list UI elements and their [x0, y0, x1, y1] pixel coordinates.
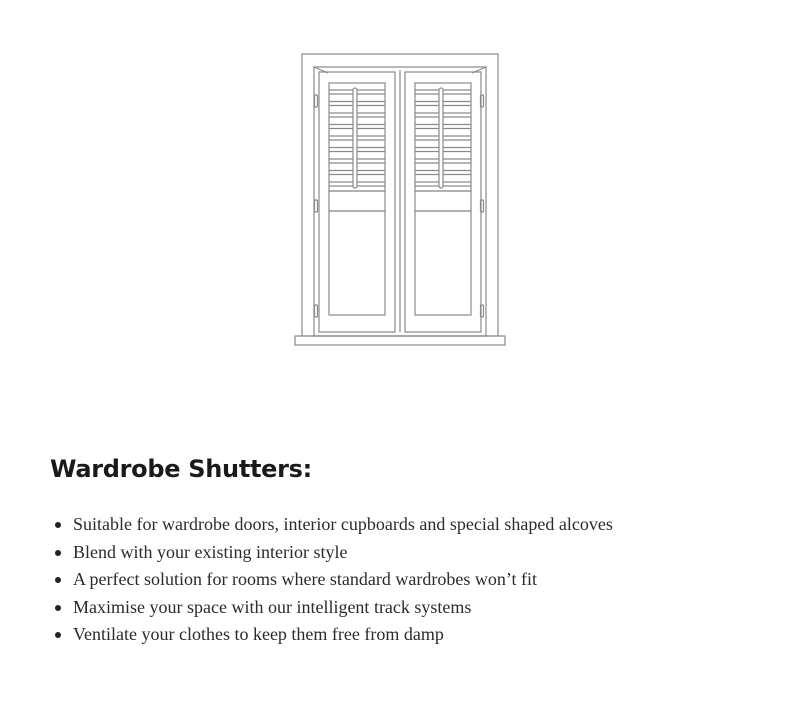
- bullet-icon: [55, 577, 61, 583]
- bullet-icon: [55, 632, 61, 638]
- feature-item: [50, 539, 613, 567]
- bullet-icon: [55, 605, 61, 611]
- wardrobe-shutters-illustration: [290, 50, 510, 350]
- wardrobe-shutters-icon: [290, 50, 510, 350]
- feature-text: Ventilate your clothes to keep them free from damp: [73, 624, 444, 644]
- feature-text: Suitable for wardrobe doors, interior cupboards and special shaped alcoves: [73, 514, 613, 534]
- feature-list: [50, 511, 613, 649]
- feature-text: Maximise your space with our intelligent track systems: [73, 596, 472, 617]
- feature-item: [50, 594, 613, 622]
- bullet-icon: [55, 550, 61, 556]
- feature-item: [50, 511, 613, 539]
- feature-text: A perfect solution for rooms where standard wardrobes won’t fit: [73, 569, 538, 589]
- feature-item: [50, 621, 613, 649]
- bullet-icon: [55, 522, 61, 528]
- feature-item: [50, 566, 613, 594]
- page-heading: Wardrobe Shutters:: [50, 455, 312, 483]
- feature-text: Blend with your existing interior style: [73, 541, 348, 562]
